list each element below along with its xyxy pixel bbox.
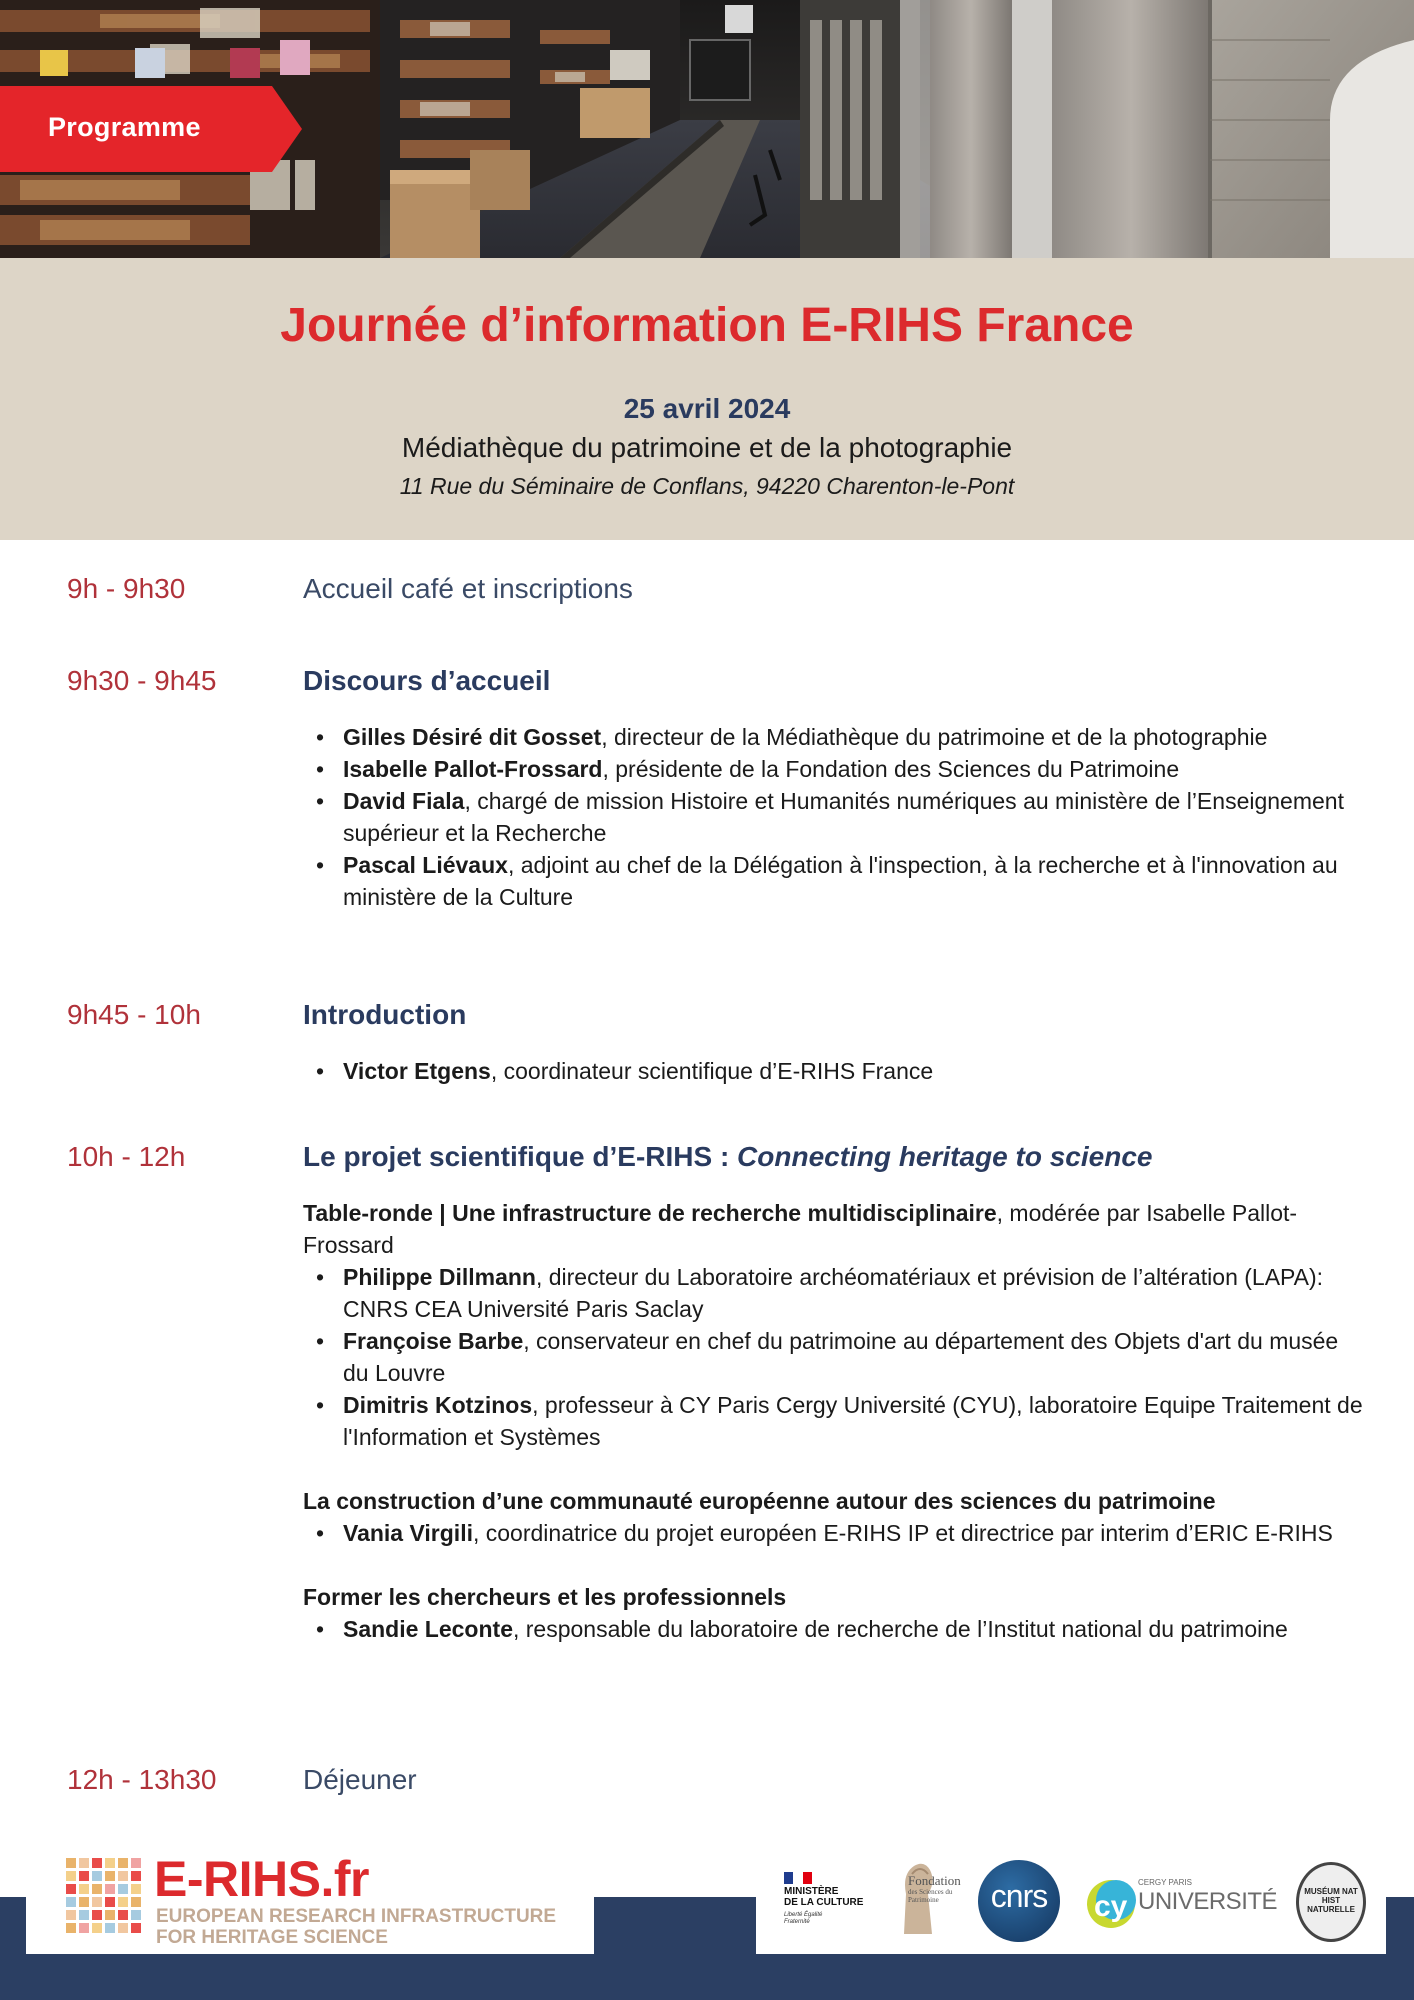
roundtable-moderation: , modérée par Isabelle Pallot-Frossard <box>303 1200 1298 1258</box>
erihs-tagline-line: EUROPEAN RESEARCH INFRASTRUCTURE <box>156 1906 557 1927</box>
slot-heading-text: Le projet scientifique d’E-RIHS : <box>303 1141 738 1172</box>
event-venue: Médiathèque du patrimoine et de la photographie <box>401 432 1013 463</box>
speaker-name: Françoise Barbe <box>343 1328 524 1354</box>
museum-seal <box>1296 1862 1366 1942</box>
fondation-line: des Sciences du Patrimoine <box>908 1888 953 1904</box>
speaker-name: Pascal Liévaux <box>343 852 508 878</box>
speaker-list <box>303 721 1363 913</box>
cy-university: UNIVERSITÉ <box>1138 1888 1278 1915</box>
fondation-logo <box>908 1874 968 1904</box>
speaker-item <box>303 1613 1363 1645</box>
roundtable-title-text: Table-ronde | Une infrastructure de recherche multidisciplinaire <box>303 1200 997 1226</box>
speaker-name: Victor Etgens <box>343 1058 491 1084</box>
speaker-role: , adjoint au chef de la Délégation à l'inspection, à la recherche et à l'innovation au ministère de la Culture <box>343 852 1338 910</box>
slot-time: 9h - 9h30 <box>67 573 186 604</box>
cnrs-text: cnrs <box>990 1878 1048 1914</box>
speaker-role: , directeur de la Médiathèque du patrimoine et de la photographie <box>601 724 1268 750</box>
slot-content <box>303 573 1363 605</box>
programme-ribbon-label: Programme <box>48 112 201 142</box>
programme-ribbon <box>0 86 302 172</box>
erihs-tagline-line: FOR HERITAGE SCIENCE <box>156 1927 388 1948</box>
erihs-tagline <box>156 1906 556 1948</box>
community-title <box>303 1485 1363 1517</box>
slot-label: Déjeuner <box>303 1764 417 1795</box>
slot-heading-italic: Connecting heritage to science <box>737 1141 1153 1172</box>
training-title <box>303 1581 1363 1613</box>
speaker-role: , professeur à CY Paris Cergy Université (CYU), laboratoire Equipe Traitement de l'Information et Systèmes <box>343 1392 1363 1450</box>
erihs-grid-icon <box>66 1858 142 1942</box>
slot-content <box>303 1141 1363 1645</box>
event-address: 11 Rue du Séminaire de Conflans, 94220 Charenton-le-Pont <box>399 473 1015 499</box>
speaker-list <box>303 1055 1363 1087</box>
community-title-text: La construction d’une communauté européenne autour des sciences du patrimoine <box>303 1488 1216 1514</box>
event-date: 25 avril 2024 <box>623 393 791 424</box>
speaker-role: , présidente de la Fondation des Sciences du Patrimoine <box>602 756 1180 782</box>
slot-label: Accueil café et inscriptions <box>303 573 633 604</box>
slot-content <box>303 665 1363 913</box>
slot-time: 10h - 12h <box>67 1141 186 1172</box>
speaker-name: Isabelle Pallot-Frossard <box>343 756 603 782</box>
slot-heading <box>303 1141 1363 1173</box>
speaker-name: Philippe Dillmann <box>343 1264 536 1290</box>
slot-time: 9h45 - 10h <box>67 999 201 1030</box>
speaker-list <box>303 1613 1363 1645</box>
slot-time: 12h - 13h30 <box>67 1764 217 1795</box>
erihs-name: E-RIHS.fr <box>154 1851 369 1907</box>
slot-content <box>303 1764 1363 1796</box>
ministere-motto: Liberté Égalité Fraternité <box>784 1912 823 1925</box>
speaker-role: , coordinateur scientifique d’E-RIHS France <box>490 1058 934 1084</box>
speaker-name: Sandie Leconte <box>343 1616 513 1642</box>
roundtable-title <box>303 1197 1363 1261</box>
cy-subtitle: CERGY PARIS <box>1138 1878 1192 1887</box>
speaker-item <box>303 721 1363 753</box>
speaker-item <box>303 1325 1363 1389</box>
museum-text: MUSÉUM NAT HIST NATURELLE <box>1304 1887 1358 1914</box>
slot-heading: Discours d’accueil <box>303 665 551 696</box>
speaker-name: David Fiala <box>343 788 465 814</box>
speaker-list <box>303 1261 1363 1453</box>
ministere-line: MINISTÈRE <box>784 1886 839 1897</box>
speaker-name: Gilles Désiré dit Gosset <box>343 724 602 750</box>
slot-heading: Introduction <box>303 999 467 1030</box>
speaker-list <box>303 1517 1363 1549</box>
speaker-role: , directeur du Laboratoire archéomatériaux et prévision de l’altération (LAPA): CNRS CEA Université Paris Saclay <box>343 1264 1324 1322</box>
french-flag-icon <box>784 1872 812 1884</box>
partner-logos <box>756 1838 1386 1954</box>
svg-text:cy: cy <box>1094 1890 1128 1923</box>
speaker-item <box>303 849 1363 913</box>
slot-time: 9h30 - 9h45 <box>67 665 217 696</box>
speaker-item <box>303 1261 1363 1325</box>
cy-logo-icon <box>1086 1872 1136 1932</box>
speaker-item <box>303 1389 1363 1453</box>
event-title-band <box>0 258 1414 540</box>
event-title: Journée d’information E-RIHS France <box>280 299 1134 352</box>
ministere-line: DE LA CULTURE <box>784 1897 864 1908</box>
speaker-item <box>303 753 1363 785</box>
speaker-name: Dimitris Kotzinos <box>343 1392 533 1418</box>
speaker-item <box>303 1055 1363 1087</box>
training-title-text: Former les chercheurs et les professionnels <box>303 1584 787 1610</box>
speaker-role: , conservateur en chef du patrimoine au département des Objets d'art du musée du Louvre <box>343 1328 1339 1386</box>
cnrs-logo <box>978 1860 1060 1942</box>
hero-library-photo <box>0 0 1414 258</box>
speaker-item <box>303 1517 1363 1549</box>
speaker-role: , coordinatrice du projet européen E-RIHS IP et directrice par interim d’ERIC E-RIHS <box>472 1520 1333 1546</box>
speaker-role: , responsable du laboratoire de recherche de l’Institut national du patrimoine <box>512 1616 1288 1642</box>
ministere-logo <box>784 1886 863 1908</box>
slot-content <box>303 999 1363 1087</box>
speaker-item <box>303 785 1363 849</box>
speaker-role: , chargé de mission Histoire et Humanités numériques au ministère de l’Enseignement supérieur et la Recherche <box>343 788 1344 846</box>
fondation-line: Fondation <box>908 1873 961 1888</box>
speaker-name: Vania Virgili <box>343 1520 473 1546</box>
erihs-logo <box>26 1838 594 1954</box>
